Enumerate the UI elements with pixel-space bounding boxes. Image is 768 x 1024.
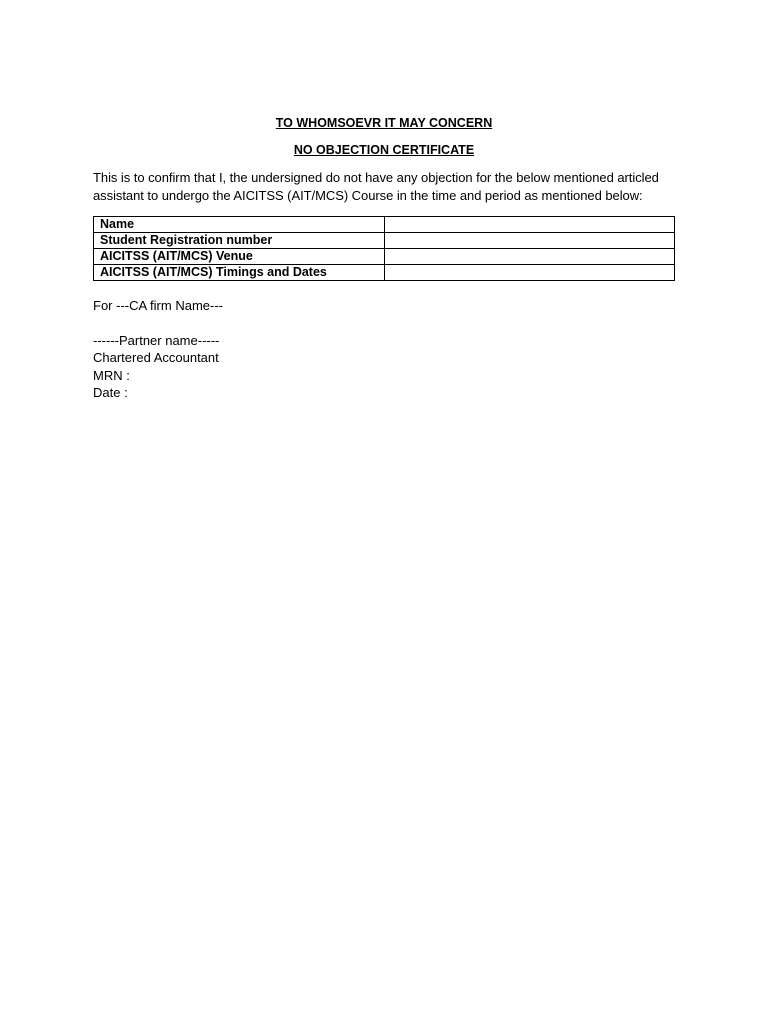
heading-no-objection-certificate: NO OBJECTION CERTIFICATE (293, 143, 475, 157)
certificate-page (93, 115, 675, 402)
table-row (94, 233, 675, 249)
heading-to-whom-it-may-concern: TO WHOMSOEVR IT MAY CONCERN (275, 116, 493, 130)
firm-name-line: For ---CA firm Name--- (93, 298, 223, 313)
row-value-timings-dates (385, 265, 675, 281)
row-label-timings-dates: AICITSS (AIT/MCS) Timings and Dates (94, 265, 385, 281)
partner-name-line: ------Partner name----- (93, 332, 220, 348)
student-details-table (93, 216, 675, 281)
table-row (94, 265, 675, 281)
row-label-venue: AICITSS (AIT/MCS) Venue (94, 249, 385, 265)
row-label-registration-number: Student Registration number (94, 233, 385, 249)
designation-line: Chartered Accountant (93, 350, 219, 365)
date-line: Date : (93, 385, 128, 400)
row-value-name (385, 217, 675, 233)
row-label-name: Name (94, 217, 385, 233)
row-value-venue (385, 249, 675, 265)
table-row (94, 249, 675, 265)
table-row (94, 217, 675, 233)
row-value-registration-number (385, 233, 675, 249)
mrn-line: MRN : (93, 367, 130, 383)
intro-paragraph: This is to confirm that I, the undersigned do not have any objection for the below mentioned articled assistant to undergo the AICITSS (AIT/MCS) Course in the time and period as mentioned below: (93, 170, 659, 203)
